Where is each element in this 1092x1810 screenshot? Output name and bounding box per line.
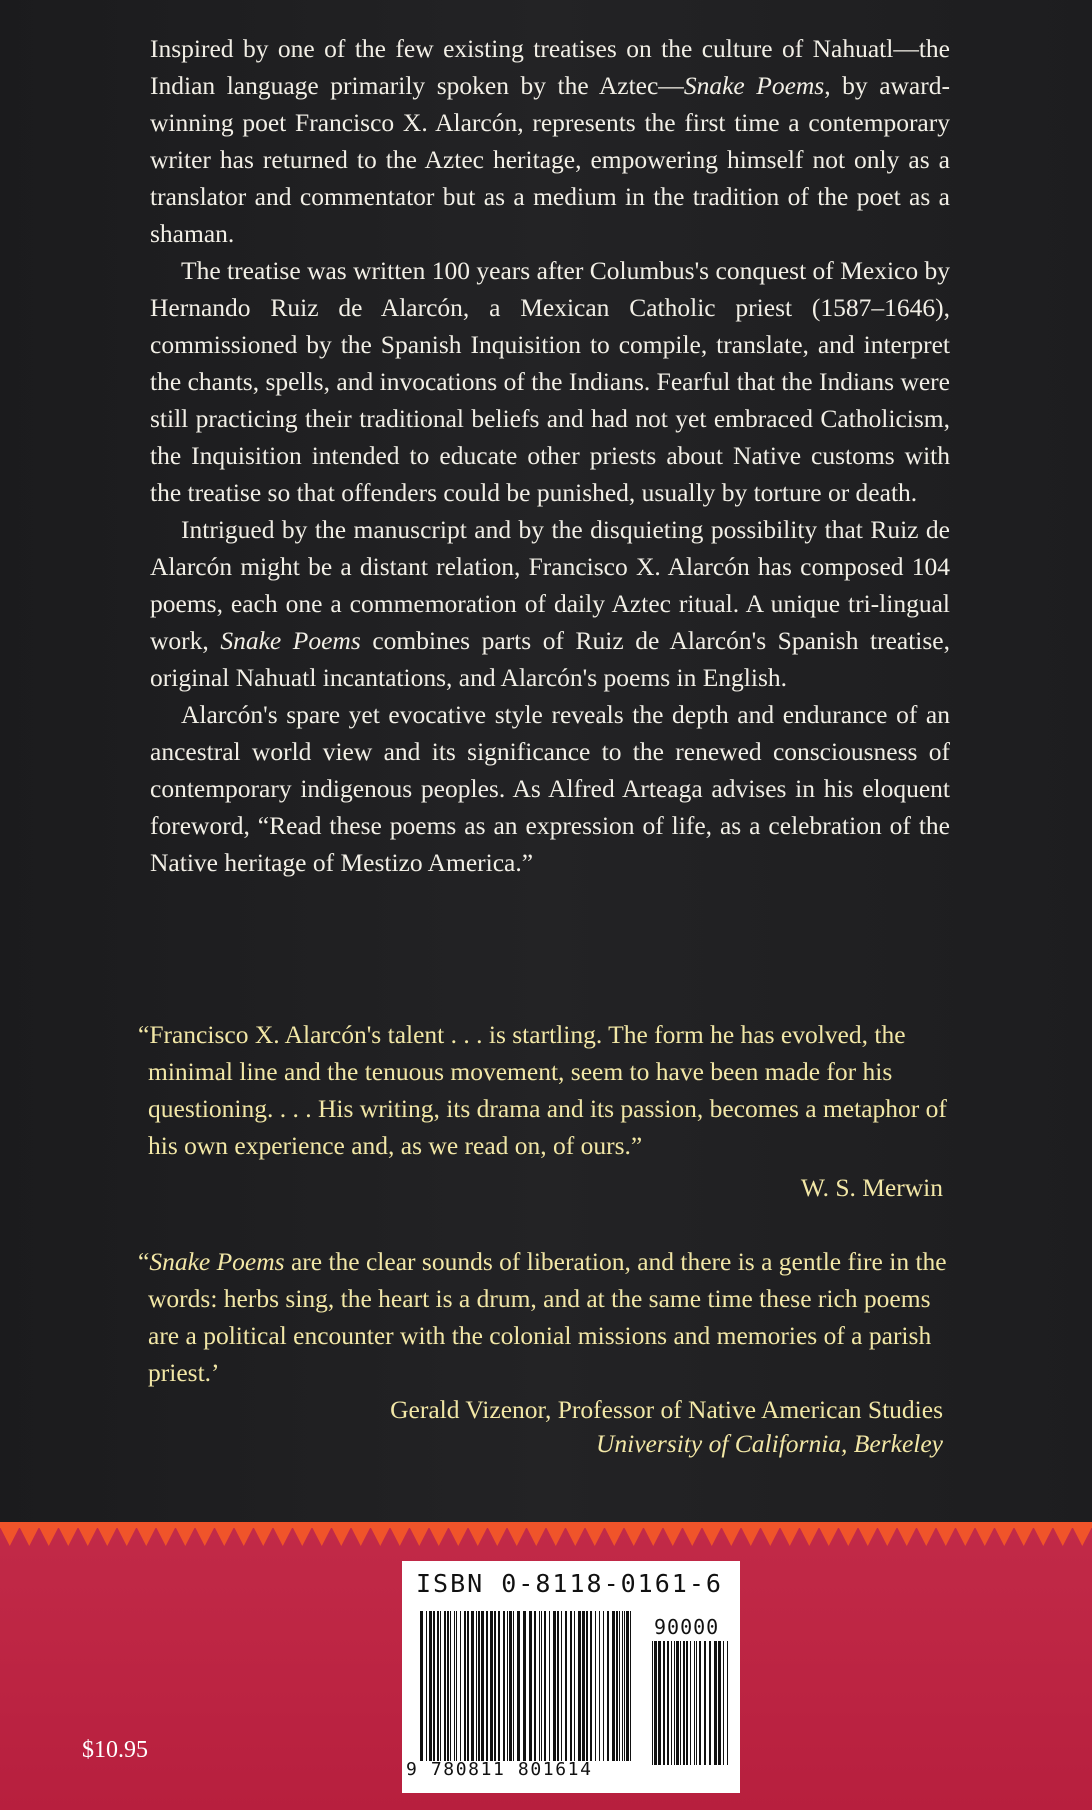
barcode-bar <box>574 1611 575 1761</box>
barcode-bar <box>539 1611 540 1761</box>
barcode-bar <box>578 1611 581 1761</box>
addon-barcode <box>652 1641 730 1765</box>
barcode-bar <box>674 1641 675 1765</box>
barcode-bar <box>607 1611 609 1761</box>
price-label: $10.95 <box>82 1737 148 1763</box>
barcode-bar <box>658 1641 661 1765</box>
ean-barcode <box>420 1611 634 1761</box>
description-blurb <box>150 30 950 881</box>
barcode-bar <box>714 1641 717 1765</box>
barcode-bar <box>541 1611 542 1761</box>
barcode-bar <box>450 1611 451 1761</box>
isbn-number: ISBN 0-8118-0161-6 <box>416 1569 723 1598</box>
barcode-bar <box>420 1611 423 1761</box>
zigzag-border <box>0 1522 1092 1548</box>
barcode-bar <box>727 1641 728 1765</box>
barcode-bar <box>429 1611 432 1761</box>
barcode-bar <box>603 1611 604 1761</box>
quote-attribution: W. S. Merwin <box>800 1173 943 1202</box>
barcode-bar <box>517 1611 520 1761</box>
barcode-bar <box>599 1611 600 1761</box>
barcode-bar <box>671 1641 672 1765</box>
barcode-bar <box>616 1611 618 1761</box>
book-title: Snake Poems <box>220 626 361 655</box>
barcode-bar <box>667 1641 669 1765</box>
barcode-bar <box>565 1611 567 1761</box>
barcode-bar <box>544 1611 546 1761</box>
barcode-bar <box>426 1611 427 1761</box>
barcode-addon-number: 90000 <box>654 1615 720 1639</box>
barcode-bar <box>549 1611 550 1761</box>
attribution-institution: University of California, Berkeley <box>595 1429 943 1458</box>
blurb-paragraph-1: Inspired by one of the few existing treatises on the culture of Nahuatl—the Indian language primarily spoken by the Aztec—Snake Poems, by award-winning poet Francisco X. Alarcón, represents the first time a contemporary writer has returned to the Aztec heritage, empowering himself not only as a translator and commentator but as a medium in the tradition of the poet as a shaman. <box>150 34 950 248</box>
barcode-bar <box>534 1611 536 1761</box>
barcode-bar <box>704 1641 706 1765</box>
review-quote-vizenor <box>138 1243 953 1461</box>
barcode-bar <box>486 1611 488 1761</box>
barcode-bar <box>433 1611 435 1761</box>
barcode-bar <box>503 1611 505 1761</box>
barcode-bar <box>709 1641 711 1765</box>
blurb-paragraph-3: Intrigued by the manuscript and by the disquieting possibility that Ruiz de Alarcón might be a distant relation, Francisco X. Alarcón has composed 104 poems, each one a commemoration of daily Aztec ritual. A unique tri-lingual work, Snake Poems combines parts of Ruiz de Alarcón's Spanish treatise, original Nahuatl incantations, and Alarcón's poems in English. <box>150 515 950 692</box>
barcode-bar <box>456 1611 457 1761</box>
barcode-bar <box>590 1611 592 1761</box>
barcode-bar <box>481 1611 484 1761</box>
quote-text: “Snake Poems are the clear sounds of liberation, and there is a gentle fire in the words: herbs sing, the heart is a drum, and at the same time these rich poems are a political encounter with the colonial missions and memories of a parish priest.’ <box>138 1247 947 1387</box>
barcode-bar <box>718 1641 721 1765</box>
barcode-bar <box>460 1611 461 1761</box>
book-title: Snake Poems <box>149 1247 285 1276</box>
blurb-paragraph-2: The treatise was written 100 years after Columbus's conquest of Mexico by Hernando Ruiz de Alarcón, a Mexican Catholic priest (1587–1646), commissioned by the Spanish Inquisition to compile, translate, and interpret the chants, spells, and invocations of the Indians. Fearful that the Indians were still practicing their traditional beliefs and had not yet embraced Catholicism, the Inquisition intended to educate other priests about Native customs with the treatise so that offenders could be punished, usually by torture or death. <box>150 256 950 507</box>
barcode-bar <box>622 1611 623 1761</box>
barcode-bar <box>454 1611 455 1761</box>
blurb-paragraph-4: Alarcón's spare yet evocative style reveals the depth and endurance of an ancestral world view and its significance to the renewed consciousness of contemporary indigenous peoples. As Alfred Arteaga advises in his eloquent foreword, “Read these poems as an expression of life, as a celebration of the Native heritage of Mestizo America.” <box>150 700 950 877</box>
barcode-bar <box>699 1641 701 1765</box>
book-title: Snake Poems <box>683 71 825 100</box>
barcode-label <box>402 1561 740 1793</box>
quote-attribution: Gerald Vizenor, Professor of Native American Studies University of California, Berkeley <box>390 1395 943 1458</box>
barcode-bar <box>595 1611 596 1761</box>
barcode-bar <box>498 1611 500 1761</box>
barcode-bar <box>680 1641 681 1765</box>
barcode-bar <box>553 1611 556 1761</box>
barcode-bar <box>663 1641 665 1765</box>
barcode-bar <box>586 1611 588 1761</box>
barcode-bar <box>529 1611 532 1761</box>
barcode-bar <box>476 1611 477 1761</box>
barcode-bar <box>676 1641 679 1765</box>
ean-number: 9 780811 801614 <box>406 1759 593 1780</box>
barcode-bar <box>513 1611 514 1761</box>
barcode-bar <box>440 1611 441 1761</box>
barcode-bar <box>523 1611 526 1761</box>
barcode-bar <box>686 1641 688 1765</box>
barcode-bar <box>630 1611 631 1761</box>
barcode-bar <box>509 1611 512 1761</box>
barcode-bar <box>471 1611 474 1761</box>
barcode-bar <box>494 1611 496 1761</box>
barcode-bar <box>561 1611 562 1761</box>
barcode-bar <box>478 1611 480 1761</box>
review-quote-merwin <box>138 1016 953 1206</box>
barcode-bar <box>694 1641 695 1765</box>
barcode-bar <box>557 1611 559 1761</box>
barcode-bar <box>582 1611 585 1761</box>
quote-text: “Francisco X. Alarcón's talent . . . is startling. The form he has evolved, the minimal line and the tenuous movement, seem to have been made for his questioning. . . . His writing, its drama and its passion, becomes a metaphor of his own experience and, as we read on, of ours.” <box>138 1020 947 1160</box>
barcode-bar <box>447 1611 449 1761</box>
barcode-bar <box>723 1641 724 1765</box>
barcode-bar <box>652 1641 653 1765</box>
barcode-bar <box>490 1611 493 1761</box>
barcode-bar <box>626 1611 629 1761</box>
barcode-bar <box>612 1611 615 1761</box>
barcode-bar <box>507 1611 508 1761</box>
barcode-bar <box>624 1611 625 1761</box>
barcode-bar <box>570 1611 572 1761</box>
barcode-bar <box>690 1641 691 1765</box>
barcode-bar <box>467 1611 469 1761</box>
barcode-bar <box>696 1641 697 1765</box>
barcode-bar <box>437 1611 439 1761</box>
barcode-bar <box>619 1611 620 1761</box>
barcode-bar <box>444 1611 446 1761</box>
barcode-bar <box>683 1641 685 1765</box>
barcode-bar <box>654 1641 657 1765</box>
barcode-bar <box>464 1611 466 1761</box>
